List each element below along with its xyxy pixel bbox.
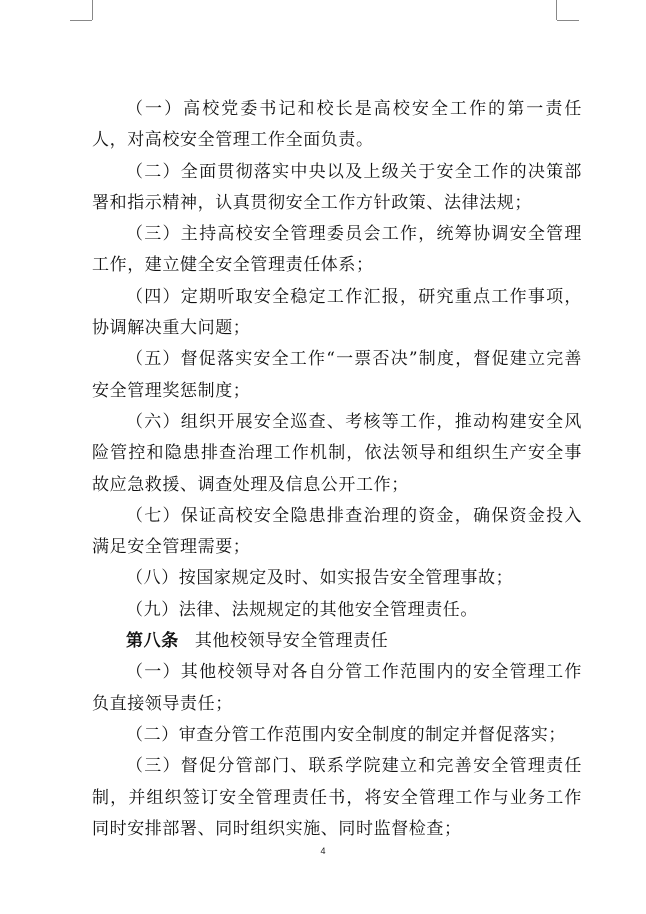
clause-paragraph: （四）定期听取安全稳定工作汇报，研究重点工作事项，协调解决重大问题； [92,286,582,339]
clause-paragraph: （六）组织开展安全巡查、考核等工作，推动构建安全风险管控和隐患排查治理工作机制，依法领导和组织生产安全事故应急救援、调查处理及信息公开工作； [92,411,582,495]
clause-paragraph: （九）法律、法规规定的其他安全管理责任。 [126,599,478,620]
clause-paragraph: （二）全面贯彻落实中央以及上级关于安全工作的决策部署和指示精神，认真贯彻安全工作方针政策、法律法规； [92,161,582,213]
corner-mark-left [92,0,93,20]
clause-paragraph: （七）保证高校安全隐患排查治理的资金，确保资金投入满足安全管理需要； [92,505,582,558]
clause-paragraph: （五）督促落实安全工作“一票否决”制度，督促建立完善安全管理奖惩制度； [92,349,582,401]
article-number: 第八条 [126,631,179,652]
clause-paragraph: （八）按国家规定及时、如实报告安全管理事故； [126,568,514,589]
clause-paragraph: （一）其他校领导对各自分管工作范围内的安全管理工作负直接领导责任； [92,662,582,714]
clause-paragraph: （三）督促分管部门、联系学院建立和完善安全管理责任制，并组织签订安全管理责任书，将安全管理工作与业务工作同时安排部署、同时组织实施、同时监督检查； [92,756,582,839]
clause-paragraph: （三）主持高校安全管理委员会工作，统筹协调安全管理工作，建立健全安全管理责任体系； [92,224,582,276]
article-title: 其他校领导安全管理责任 [194,631,389,652]
clause-paragraph: （一）高校党委书记和校长是高校安全工作的第一责任人，对高校安全管理工作全面负责。 [92,99,582,151]
corner-mark-left-h [70,20,92,21]
corner-mark-right [556,0,557,20]
clause-paragraph: （二）审查分管工作范围内安全制度的制定并督促落实； [126,724,566,745]
page-number: 4 [320,846,326,856]
corner-mark-right-h [557,20,579,21]
article-heading [92,626,582,657]
document-body [92,94,582,845]
